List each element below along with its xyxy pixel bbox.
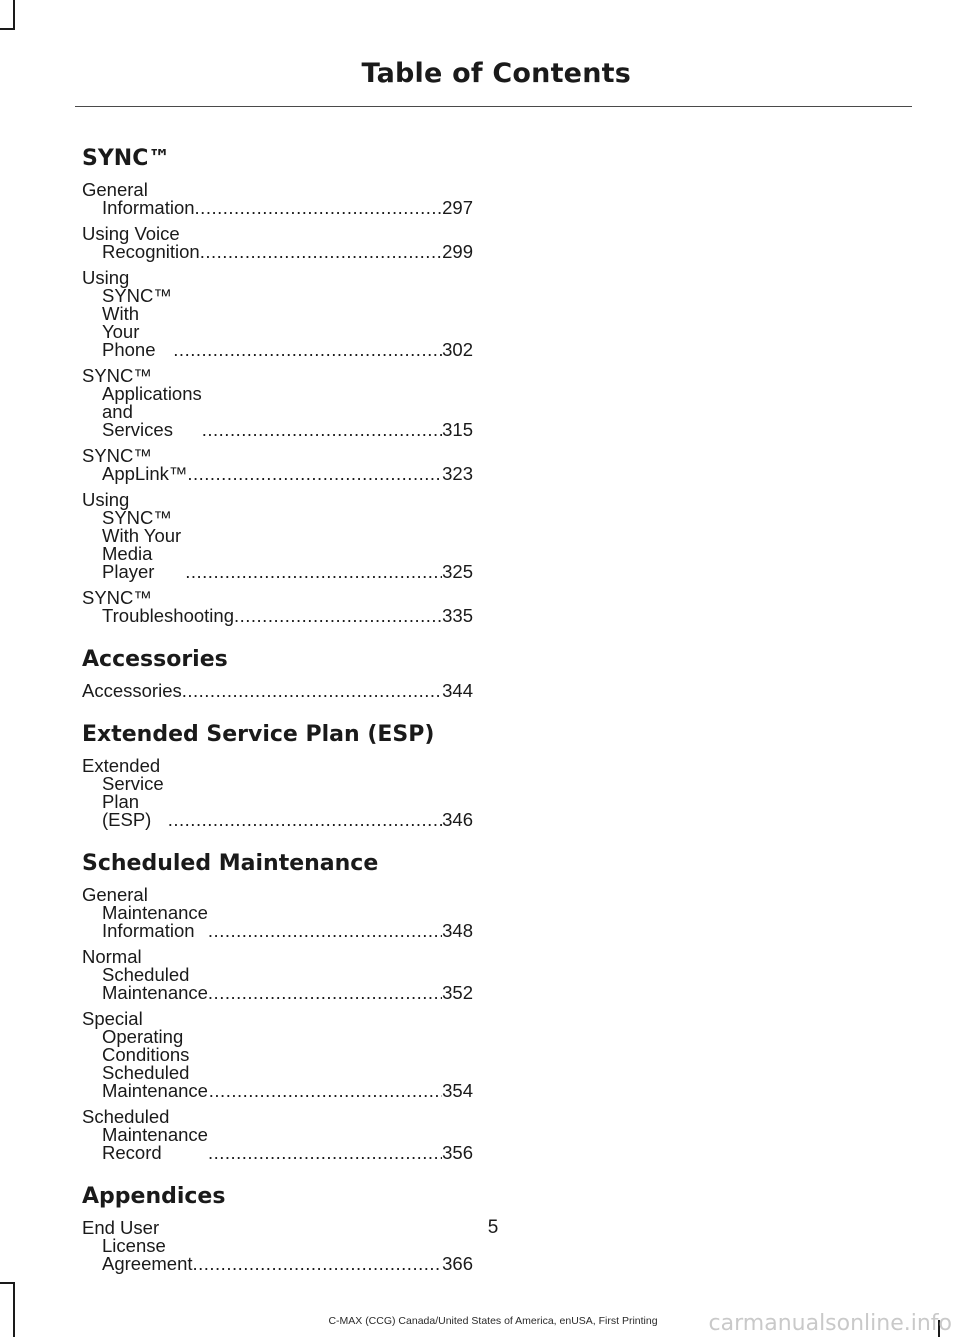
dot-leader	[208, 922, 442, 940]
dot-leader	[192, 1255, 442, 1273]
toc-entry[interactable]	[82, 948, 473, 1002]
section-heading: Scheduled Maintenance	[82, 851, 379, 876]
toc-entry[interactable]	[82, 682, 473, 700]
crop-mark-bottom-left-h	[0, 1282, 15, 1284]
toc-entry-page: 348	[442, 920, 473, 941]
toc-entry-title: SYNC™ Troubleshooting	[82, 587, 234, 626]
toc-section	[82, 722, 473, 829]
header-divider	[75, 106, 912, 107]
toc-entry-title: Using SYNC™ With Your Media Player	[82, 489, 182, 582]
toc-entry[interactable]	[82, 1010, 473, 1100]
toc-entry[interactable]	[82, 367, 473, 439]
dot-leader	[234, 607, 442, 625]
dot-leader	[208, 1144, 442, 1162]
section-heading: Accessories	[82, 647, 228, 672]
toc-entry-title: SYNC™ Applications and Services	[82, 365, 202, 440]
dot-leader	[209, 1082, 442, 1100]
dot-leader	[185, 563, 442, 581]
toc-entry[interactable]	[82, 589, 473, 625]
toc-entry-title: End User License Agreement	[82, 1217, 193, 1274]
dot-leader	[168, 811, 442, 829]
toc-entry-page: 297	[442, 197, 473, 218]
toc-entry-title: Scheduled Maintenance Record	[82, 1106, 208, 1163]
section-heading: Appendices	[82, 1184, 226, 1209]
toc-entry-page: 335	[442, 605, 473, 626]
crop-mark-bottom-left-v	[13, 1282, 15, 1337]
dot-leader	[182, 682, 442, 700]
watermark: carmanualsonline.info	[708, 1311, 952, 1336]
section-heading: Extended Service Plan (ESP)	[82, 722, 435, 747]
toc-section	[82, 647, 473, 700]
dot-leader	[173, 341, 442, 359]
table-of-contents	[82, 146, 473, 1295]
toc-entry-title: General Maintenance Information	[82, 884, 208, 941]
page-number: 5	[487, 1217, 499, 1238]
toc-entry[interactable]	[82, 269, 473, 359]
toc-entry-page: 344	[442, 680, 473, 701]
toc-entry-title: Normal Scheduled Maintenance	[82, 946, 208, 1003]
toc-entry-title: SYNC™ AppLink™	[82, 445, 188, 484]
toc-entry-page: 315	[442, 419, 473, 440]
toc-entry-page: 356	[442, 1142, 473, 1163]
toc-section	[82, 851, 473, 1162]
toc-entry-page: 346	[442, 809, 473, 830]
toc-entry[interactable]	[82, 1108, 473, 1162]
crop-mark-top-left-v	[13, 0, 15, 30]
toc-entry-title: General Information	[82, 179, 195, 218]
toc-section	[82, 146, 473, 625]
toc-entry[interactable]	[82, 491, 473, 581]
toc-entry[interactable]	[82, 181, 473, 217]
dot-leader	[195, 199, 443, 217]
toc-entry-page: 302	[442, 339, 473, 360]
dot-leader	[187, 465, 442, 483]
page-title: Table of Contents	[361, 58, 631, 89]
toc-entry-title: Extended Service Plan (ESP)	[82, 755, 164, 830]
footer-text: C-MAX (CCG) Canada/United States of America, enUSA, First Printing	[328, 1315, 658, 1327]
toc-entry-page: 354	[442, 1080, 473, 1101]
toc-entry-title: Accessories	[82, 680, 182, 701]
toc-entry-page: 352	[442, 982, 473, 1003]
toc-entry-title: Special Operating Conditions Scheduled Maintenance	[82, 1008, 208, 1101]
section-heading: SYNC™	[82, 146, 171, 171]
toc-entry-page: 366	[442, 1253, 473, 1274]
dot-leader	[202, 421, 442, 439]
toc-entry[interactable]	[82, 447, 473, 483]
toc-entry-title: Using Voice Recognition	[82, 223, 200, 262]
toc-entry-page: 299	[442, 241, 473, 262]
toc-entry-page: 325	[442, 561, 473, 582]
dot-leader	[208, 984, 442, 1002]
toc-entry[interactable]	[82, 757, 473, 829]
dot-leader	[200, 243, 442, 261]
toc-entry-title: Using SYNC™ With Your Phone	[82, 267, 172, 360]
crop-mark-top-left-h	[0, 28, 15, 30]
toc-entry[interactable]	[82, 225, 473, 261]
toc-entry[interactable]	[82, 886, 473, 940]
toc-entry-page: 323	[442, 463, 473, 484]
